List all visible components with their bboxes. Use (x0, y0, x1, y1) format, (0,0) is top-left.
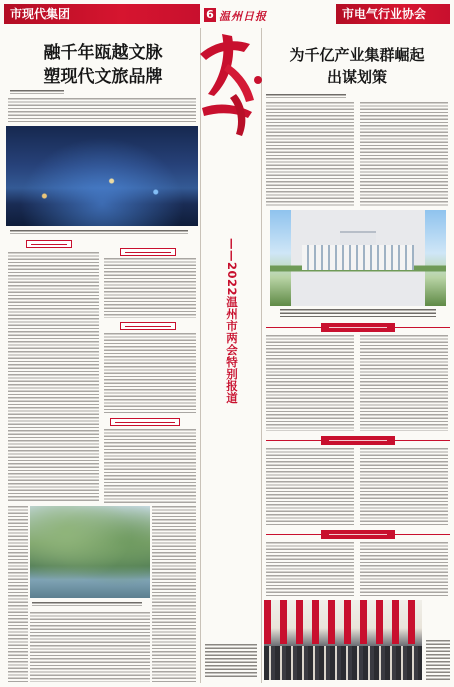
right-section-header-3 (266, 530, 450, 539)
section-tag (321, 323, 395, 332)
right-banner (336, 4, 450, 24)
left-scenic-caption (32, 602, 142, 606)
left-section-label-3 (120, 322, 176, 330)
left-col2-text-a (104, 258, 196, 318)
spring-calligraphy-art (192, 24, 270, 142)
left-section-label-4 (110, 418, 180, 426)
right-sec2-col2 (360, 448, 448, 526)
right-building-photo (270, 210, 446, 306)
left-banner (4, 4, 200, 24)
section-tag (321, 436, 395, 445)
left-col2-text-b (104, 333, 196, 413)
left-section-label-2 (120, 248, 176, 256)
left-headline-line2: 塑现代文旅品牌 (43, 67, 163, 87)
left-byline (10, 90, 64, 94)
left-photo-caption (10, 230, 188, 234)
right-headline-line2: 出谋划策 (326, 68, 387, 86)
building-facade (302, 245, 415, 270)
right-photo-caption (280, 309, 436, 317)
group-photo-crowd (264, 646, 422, 680)
left-col2-text-d (152, 506, 196, 682)
right-corner-note (426, 640, 450, 682)
right-group-photo (264, 600, 422, 680)
right-sec3-col1 (266, 542, 354, 596)
right-sec3-col2 (360, 542, 448, 596)
left-city-night-photo (6, 126, 198, 226)
right-banner-title: 市电气行业协会 (342, 7, 427, 21)
left-col1-text-b (8, 506, 28, 682)
right-intro-col2 (360, 102, 448, 206)
left-col1-text-a (8, 252, 99, 502)
page-number: 6 (204, 8, 216, 22)
left-intro-text (8, 98, 196, 122)
right-intro-col1 (266, 102, 354, 206)
right-headline-line1: 为千亿产业集群崛起 (289, 46, 425, 64)
calligraphy-stroke-5 (230, 94, 245, 136)
right-section-header-1 (266, 323, 450, 332)
left-col2-text-c (104, 429, 196, 503)
right-sec2-col1 (266, 448, 354, 526)
right-section-header-2 (266, 436, 450, 445)
special-report-vertical-title: ——2022温州市两会特别报道 (225, 238, 239, 405)
calligraphy-stroke-3 (224, 64, 254, 102)
right-sec1-col1 (266, 335, 354, 431)
left-headline-line1: 融千年瓯越文脉 (43, 43, 163, 63)
right-byline (266, 94, 346, 98)
left-scenic-photo (30, 506, 150, 598)
right-sec1-col2 (360, 335, 448, 431)
left-banner-title: 市现代集团 (10, 7, 71, 21)
left-bottom-text (30, 612, 150, 682)
section-tag (321, 530, 395, 539)
calligraphy-dot (254, 76, 262, 84)
left-section-label-1 (26, 240, 72, 248)
center-footer-info (205, 644, 257, 678)
masthead-logo: 温州日报 (219, 10, 267, 23)
